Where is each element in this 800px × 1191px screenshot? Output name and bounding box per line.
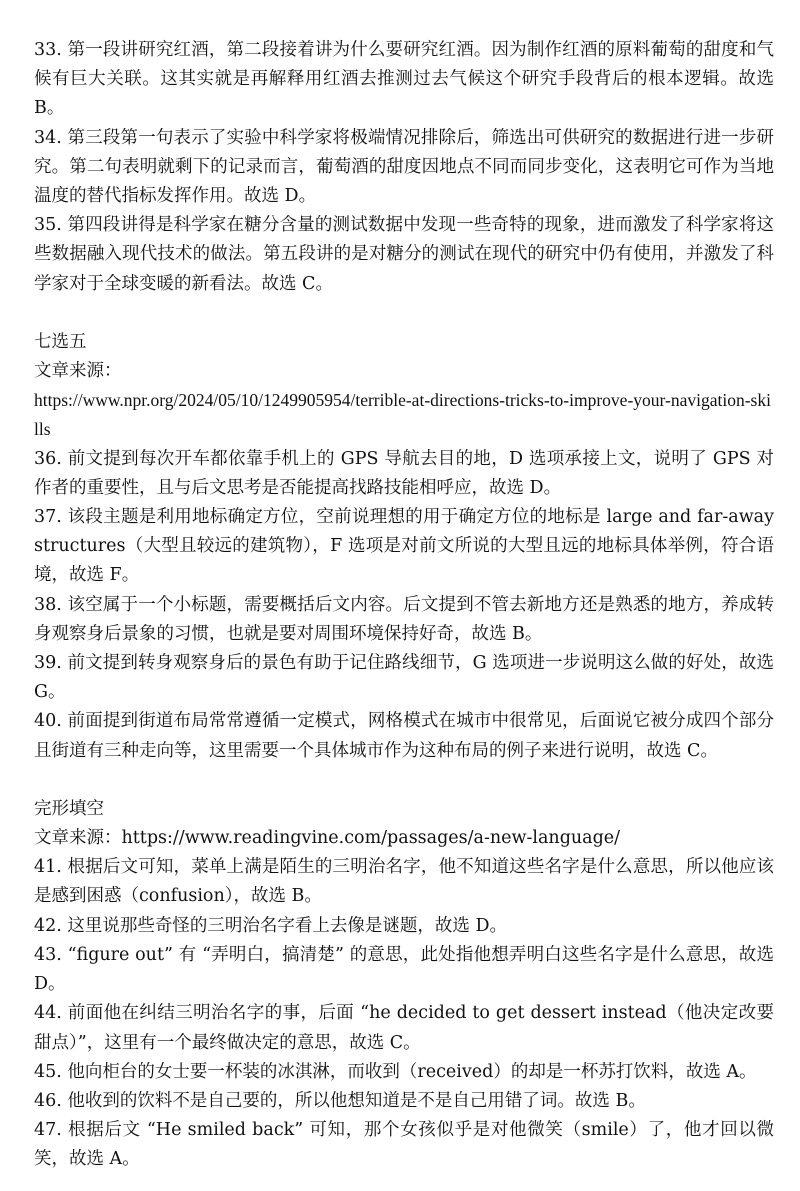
answer-item-42: 42. 这里说那些奇怪的三明治名字看上去像是谜题，故选 D。 bbox=[34, 915, 507, 936]
answer-item-37: 37. 该段主题是利用地标确定方位，空前说理想的用于确定方位的地标是 large and far-away structures（大型且较远的建筑物），F 选项是对前文所说的大型且远的地标具体举例，符合语境，故选 F。 bbox=[34, 507, 774, 586]
answer-item-41: 41. 根据后文可知，菜单上满是陌生的三明治名字，他不知道这些名字是什么意思，所以他应该是感到困惑（confusion），故选 B。 bbox=[34, 857, 774, 907]
answer-item-40: 40. 前面提到街道布局常常遵循一定模式，网格模式在城市中很常见，后面说它被分成四个部分且街道有三种走向等，这里需要一个具体城市作为这种布局的例子来进行说明，故选 C。 bbox=[34, 711, 774, 761]
reading-answers-section bbox=[34, 36, 774, 299]
answer-item-34: 34. 第三段第一句表示了实验中科学家将极端情况排除后，筛选出可供研究的数据进行进一步研究。第二句表明就剩下的记录而言，葡萄酒的甜度因地点不同而同步变化，这表明它可作为当地温度的替代指标发挥作用。故选 D。 bbox=[34, 127, 774, 207]
answer-item-35: 35. 第四段讲得是科学家在糖分含量的测试数据中发现一些奇特的现象，进而激发了科学家将这些数据融入现代技术的做法。第五段讲的是对糖分的测试在现代的研究中仍有使用，并激发了科学家对于全球变暖的新看法。故选 C。 bbox=[34, 215, 774, 294]
answer-item-39: 39. 前文提到转身观察身后的景色有助于记住路线细节，G 选项进一步说明这么做的好处，故选 G。 bbox=[34, 653, 774, 703]
answer-item-33: 33. 第一段讲研究红酒，第二段接着讲为什么要研究红酒。因为制作红酒的原料葡萄的甜度和气候有巨大关联。这其实就是再解释用红酒去推测过去气候这个研究手段背后的根本逻辑。故选 B。 bbox=[34, 40, 774, 119]
answer-item-36: 36. 前文提到每次开车都依靠手机上的 GPS 导航去目的地，D 选项承接上文，说明了 GPS 对作者的重要性，且与后文思考是否能提高找路技能相呼应，故选 D。 bbox=[34, 448, 774, 498]
section-gap bbox=[34, 766, 774, 795]
source-label: 文章来源： bbox=[34, 361, 122, 382]
document-page bbox=[34, 36, 774, 1175]
source-line: 文章来源：https://www.readingvine.com/passages/a-new-language/ bbox=[34, 828, 621, 849]
answer-item-44: 44. 前面他在纠结三明治名字的事，后面 “he decided to get dessert instead（他决定改要甜点）”，这里有一个最终做决定的意思，故选 C。 bbox=[34, 1003, 774, 1053]
section-title: 完形填空 bbox=[34, 798, 104, 819]
answer-item-46: 46. 他收到的饮料不是自己要的，所以他想知道是不是自己用错了词。故选 B。 bbox=[34, 1090, 646, 1111]
cloze-section bbox=[34, 795, 774, 1175]
section-gap bbox=[34, 299, 774, 328]
seven-choose-five-section bbox=[34, 328, 774, 766]
answer-item-38: 38. 该空属于一个小标题，需要概括后文内容。后文提到不管去新地方还是熟悉的地方，养成转身观察身后景象的习惯，也就是要对周围环境保持好奇，故选 B。 bbox=[34, 594, 774, 644]
answer-item-43: 43. “figure out” 有 “弄明白，搞清楚” 的意思，此处指他想弄明白这些名字是什么意思，故选 D。 bbox=[34, 944, 774, 995]
answer-item-45: 45. 他向柜台的女士要一杯装的冰淇淋，而收到（received）的却是一杯苏打饮料，故选 A。 bbox=[34, 1061, 757, 1082]
section-title: 七选五 bbox=[34, 331, 87, 352]
answer-item-47: 47. 根据后文 “He smiled back” 可知，那个女孩似乎是对他微笑（smile）了，他才回以微笑，故选 A。 bbox=[34, 1120, 774, 1170]
source-url: https://www.npr.org/2024/05/10/1249905954/terrible-at-directions-tricks-to-improve-your-navigation-skills bbox=[34, 390, 771, 440]
